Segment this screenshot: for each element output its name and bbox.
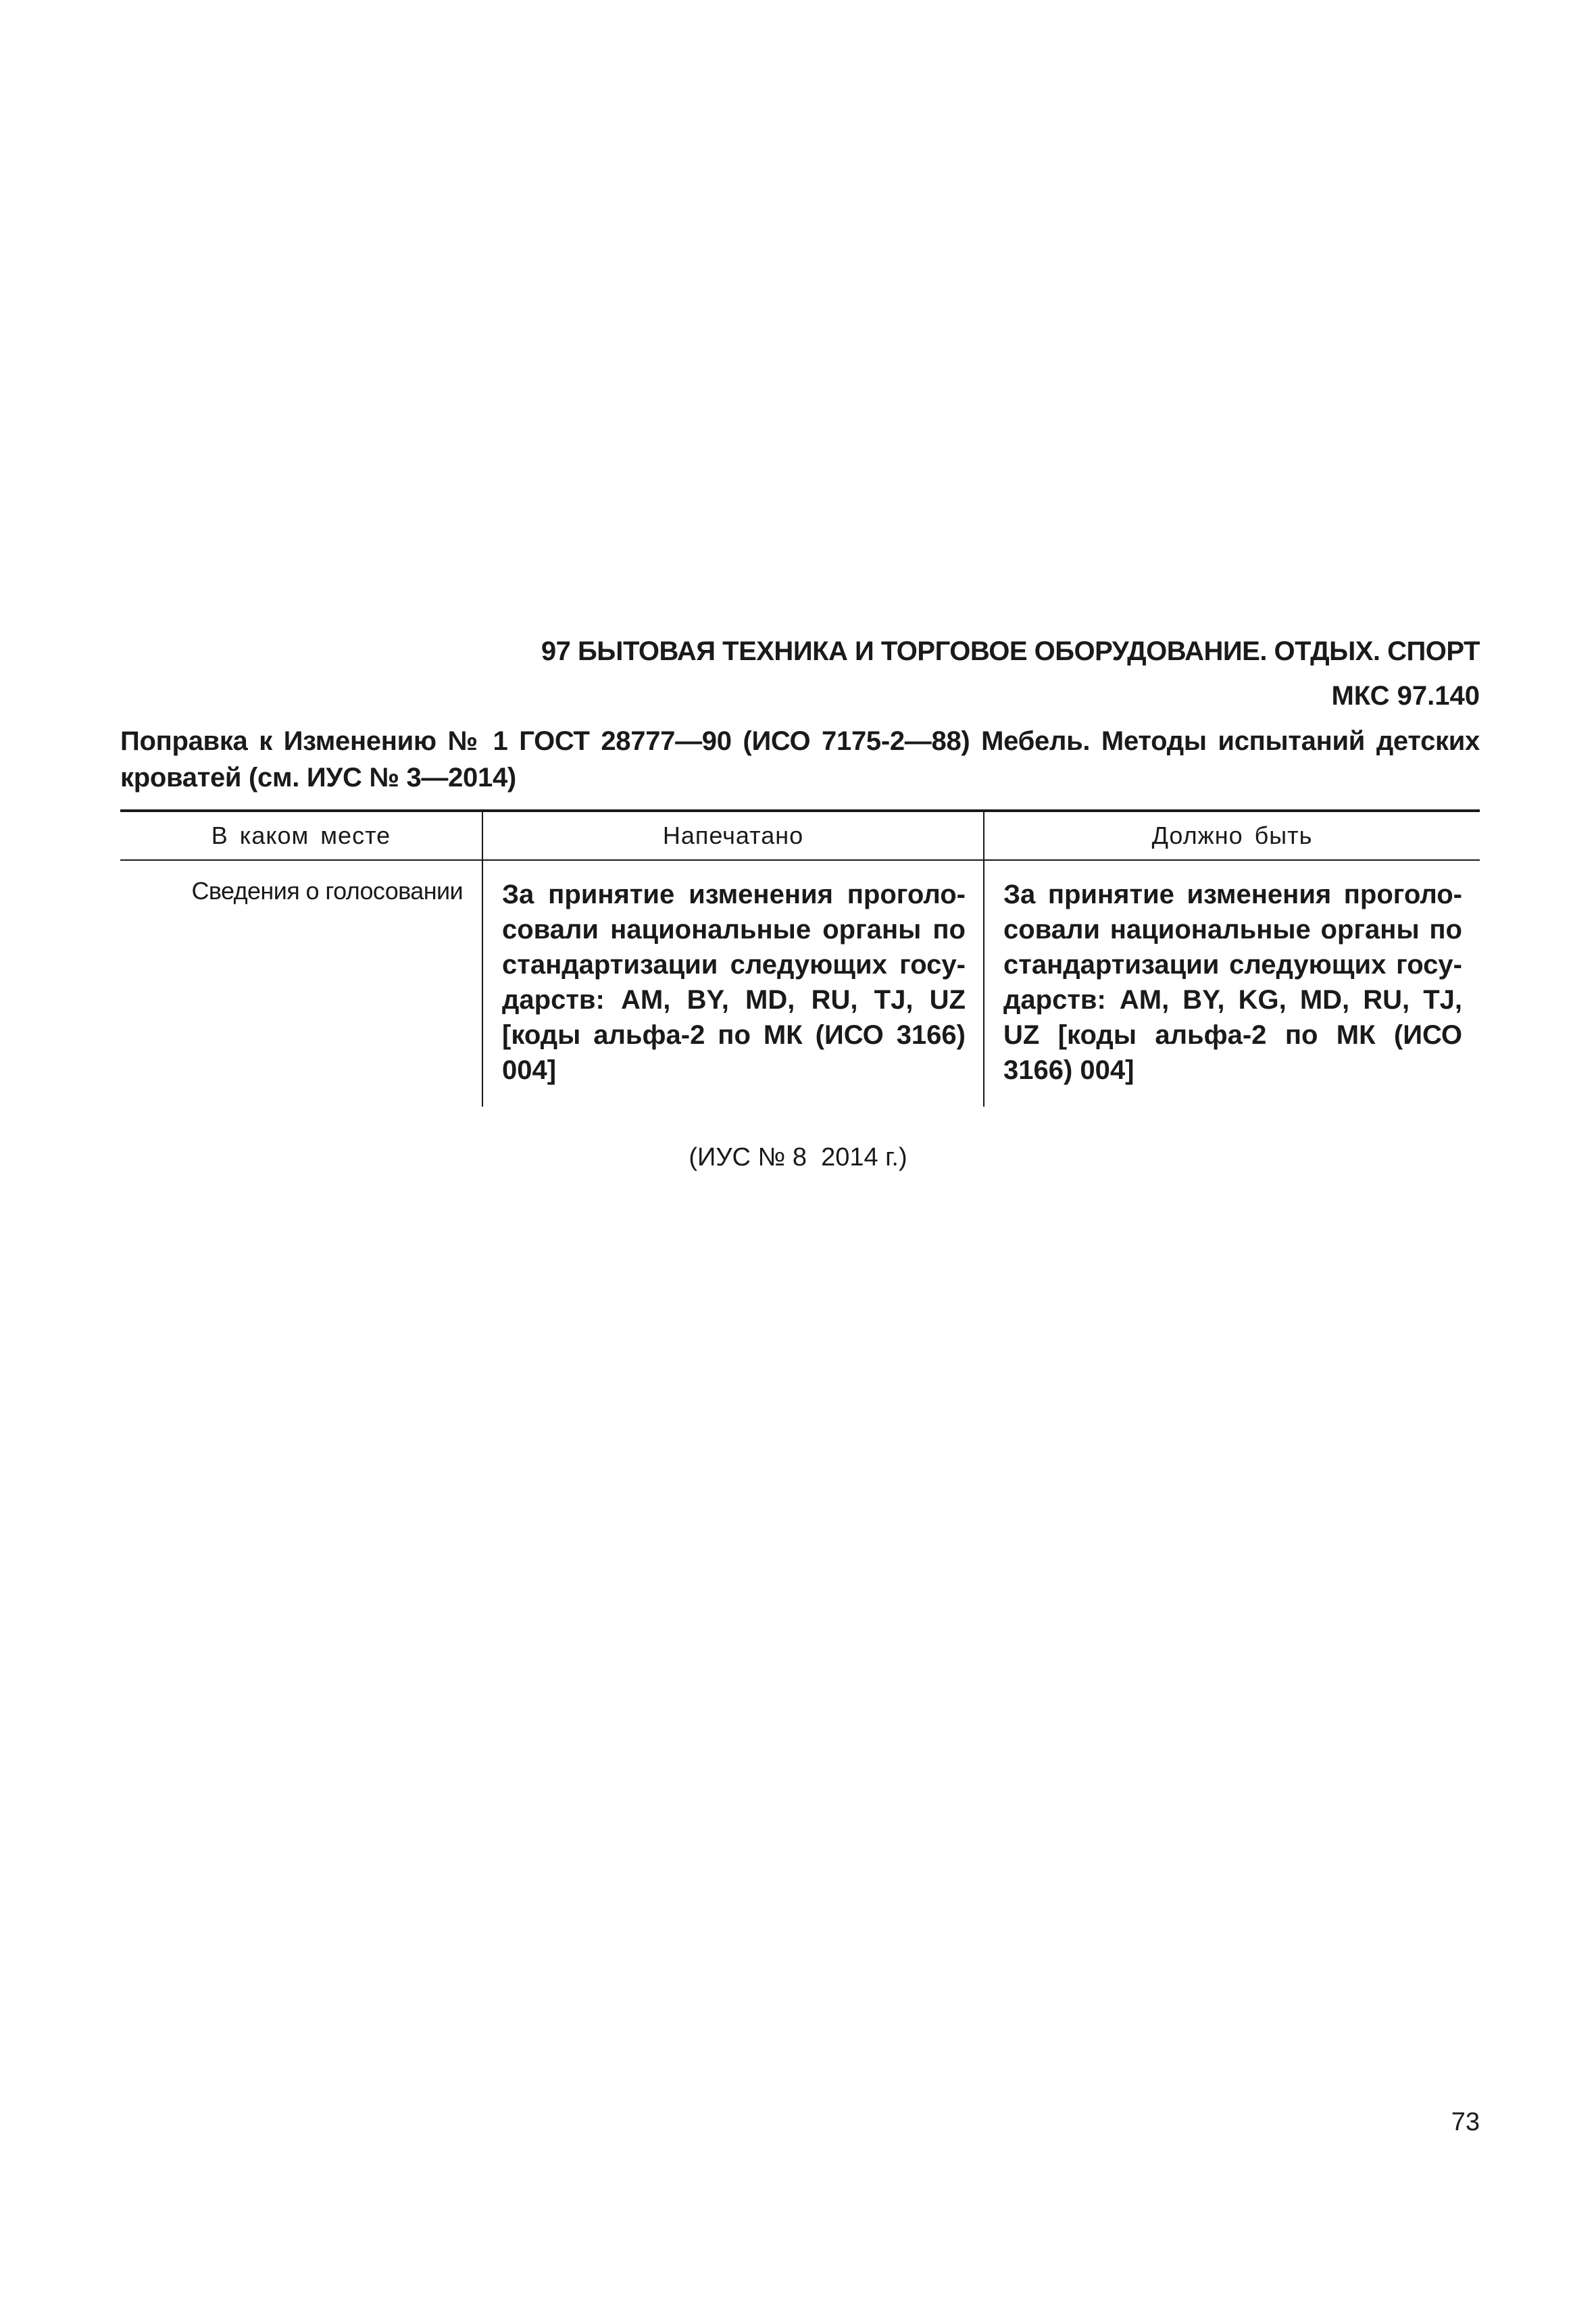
source-note: (ИУС № 8 2014 г.) — [689, 1143, 907, 1172]
cell-correct: За принятие изменения проголо-совали национальные органы по стандартизации следующих госу-дарств: AM, BY, KG, MD, RU, TJ, UZ [коды альфа-2 по МК (ИСО 3166) 004] — [984, 860, 1480, 1107]
section-heading: 97 БЫТОВАЯ ТЕХНИКА И ТОРГОВОЕ ОБОРУДОВАНИЕ. ОТДЫХ. СПОРТ — [541, 636, 1480, 666]
column-header-place: В каком месте — [120, 811, 482, 860]
column-header-printed: Напечатано — [482, 811, 984, 860]
table-header-row — [120, 811, 1480, 860]
mks-code: МКС 97.140 — [1331, 681, 1480, 711]
document-title: Поправка к Изменению № 1 ГОСТ 28777—90 (ИСО 7175-2—88) Мебель. Методы испытаний детских кроватей (см. ИУС № 3—2014) — [120, 726, 1480, 793]
amendment-table — [120, 809, 1480, 1107]
column-header-correct: Должно быть — [984, 811, 1480, 860]
page-number: 73 — [1451, 2108, 1480, 2136]
cell-printed: За принятие изменения проголо-совали национальные органы по стандартизации следующих госу-дарств: AM, BY, MD, RU, TJ, UZ [коды альфа-2 по МК (ИСО 3166) 004] — [482, 860, 984, 1107]
cell-place: Сведения о голосовании — [191, 877, 463, 905]
table-row — [120, 860, 1480, 1107]
